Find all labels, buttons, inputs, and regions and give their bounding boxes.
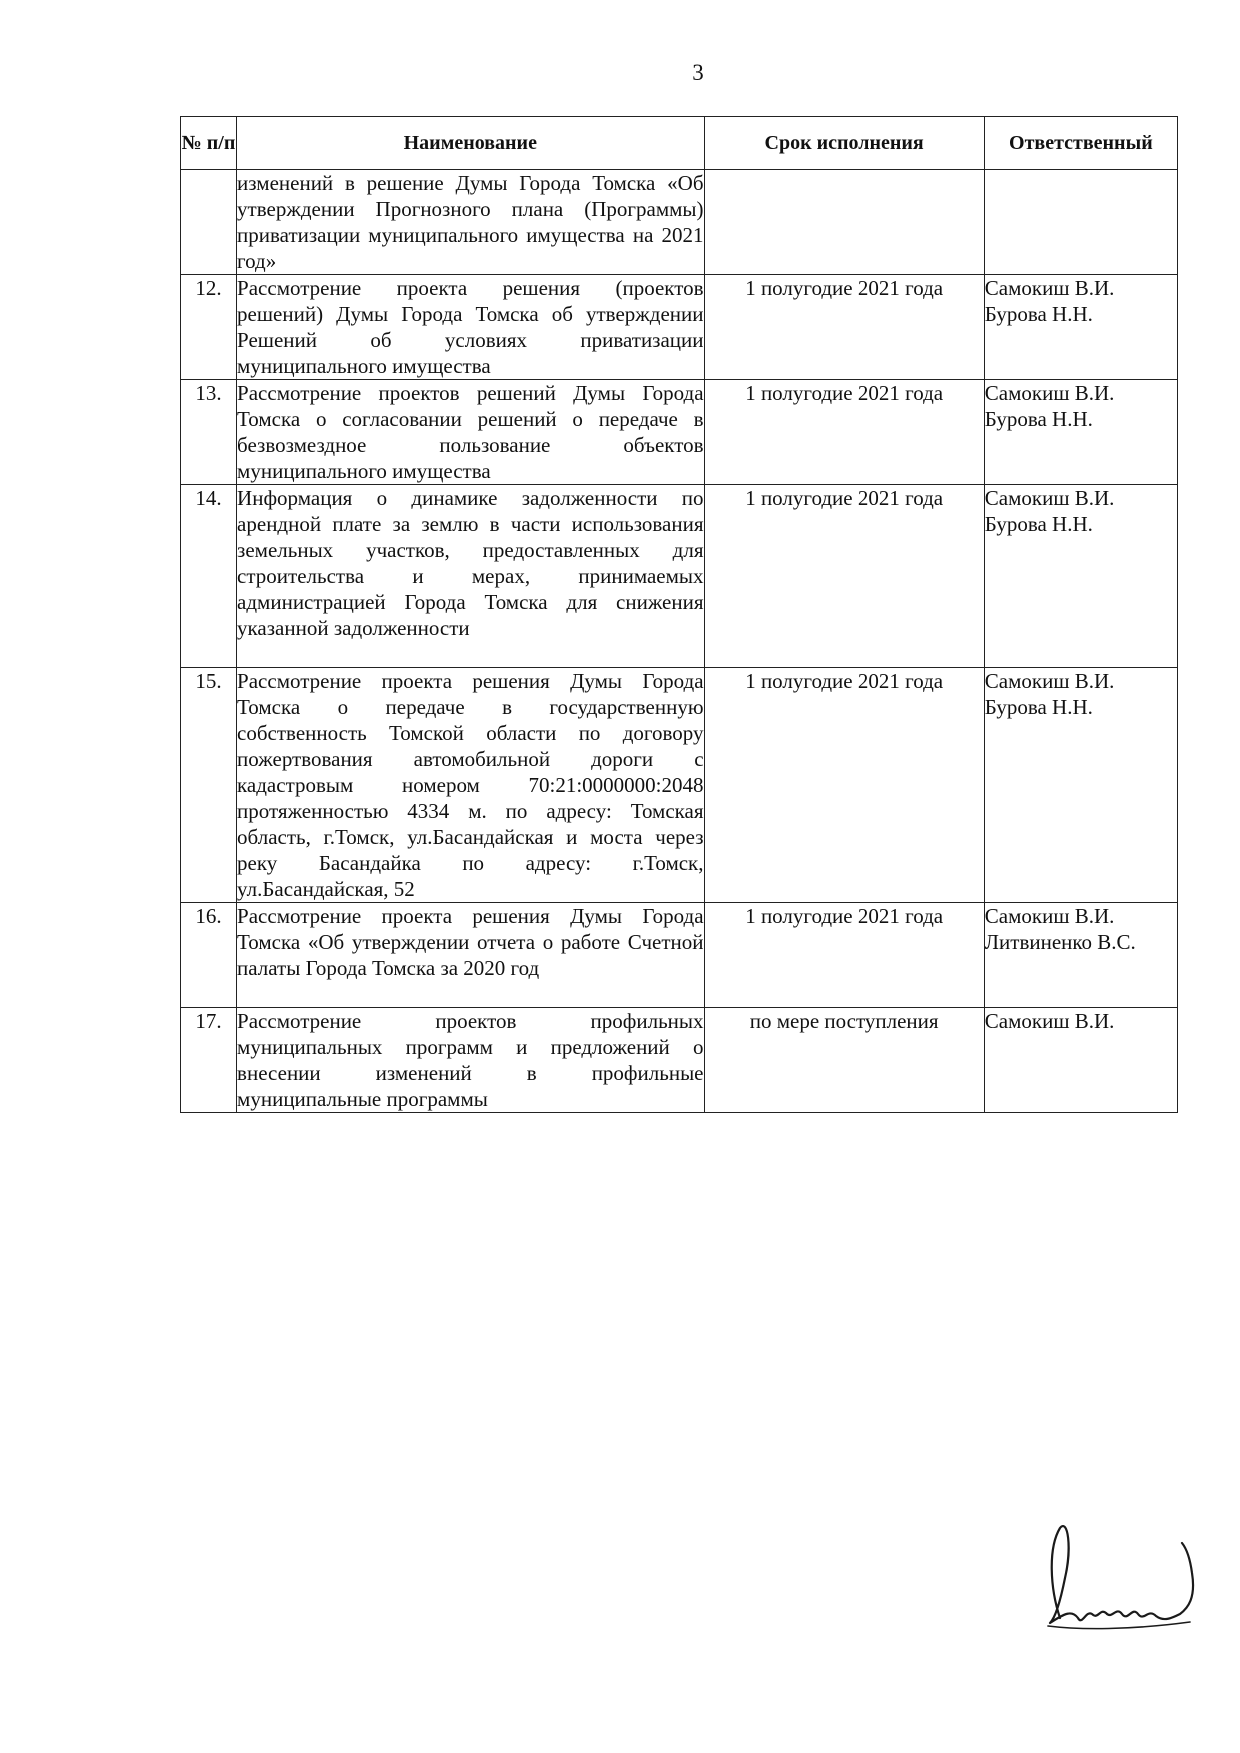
responsible-person: Бурова Н.Н. bbox=[984, 695, 1093, 719]
row-name: Рассмотрение проекта решения Думы Города Томска «Об утверждении отчета о работе Счетной палаты Города Томска за 2020 год bbox=[237, 903, 704, 1008]
responsible-person: Самокиш В.И. bbox=[984, 486, 1115, 510]
page-number: 3 bbox=[692, 60, 704, 85]
row-name: изменений в решение Думы Города Томска «Об утверждении Прогнозного плана (Программы) приватизации муниципального имущества на 2021 год» bbox=[237, 171, 704, 273]
table-row-17 bbox=[181, 1008, 1178, 1113]
table-row-15 bbox=[181, 668, 1178, 903]
row-name: Рассмотрение проектов решений Думы Города Томска о согласовании решений о передаче в безвозмездное пользование объектов муниципального имущества bbox=[237, 381, 704, 483]
responsible-person: Самокиш В.И. bbox=[984, 1009, 1115, 1033]
row-num bbox=[181, 170, 237, 275]
responsible-person: Самокиш В.И. bbox=[984, 381, 1115, 405]
row-num: 13. bbox=[181, 380, 237, 485]
table-header-row bbox=[181, 117, 1178, 170]
responsible-person: Бурова Н.Н. bbox=[984, 512, 1093, 536]
table-row-continuation bbox=[181, 170, 1178, 275]
row-term: 1 полугодие 2021 года bbox=[704, 275, 984, 380]
handwritten-signature bbox=[1020, 1518, 1220, 1638]
responsible-person: Самокиш В.И. bbox=[984, 904, 1115, 928]
row-responsible bbox=[984, 903, 1177, 1008]
plan-table bbox=[180, 116, 1178, 1113]
header-num: № п/п bbox=[181, 117, 237, 170]
row-num: 12. bbox=[181, 275, 237, 380]
row-num: 17. bbox=[181, 1008, 237, 1113]
row-num: 14. bbox=[181, 485, 237, 668]
table-row-13 bbox=[181, 380, 1178, 485]
row-term: 1 полугодие 2021 года bbox=[704, 668, 984, 903]
header-responsible: Ответственный bbox=[984, 117, 1177, 170]
row-responsible bbox=[984, 275, 1177, 380]
table-row-14 bbox=[181, 485, 1178, 668]
row-responsible bbox=[984, 380, 1177, 485]
table-row-16 bbox=[181, 903, 1178, 1008]
row-responsible bbox=[984, 170, 1177, 275]
row-num: 15. bbox=[181, 668, 237, 903]
row-term: по мере поступления bbox=[704, 1008, 984, 1113]
responsible-person: Литвиненко В.С. bbox=[984, 930, 1136, 954]
row-name: Информация о динамике задолженности по арендной плате за землю в части использования земельных участков, предоставленных для строительства и мерах, принимаемых администрацией Города Томска для снижения указанной задолженности bbox=[237, 485, 704, 668]
row-name: Рассмотрение проекта решения (проектов решений) Думы Города Томска об утверждении Решений об условиях приватизации муниципального имущества bbox=[237, 276, 704, 378]
header-name: Наименование bbox=[237, 117, 704, 170]
row-term bbox=[704, 170, 984, 275]
row-responsible bbox=[984, 668, 1177, 903]
row-name: Рассмотрение проектов профильных муниципальных программ и предложений о внесении изменений в профильные муниципальные программы bbox=[237, 1009, 704, 1111]
header-term: Срок исполнения bbox=[704, 117, 984, 170]
responsible-person: Самокиш В.И. bbox=[984, 276, 1115, 300]
row-term: 1 полугодие 2021 года bbox=[704, 903, 984, 1008]
row-responsible bbox=[984, 485, 1177, 668]
responsible-person: Бурова Н.Н. bbox=[984, 302, 1093, 326]
row-term: 1 полугодие 2021 года bbox=[704, 485, 984, 668]
row-name: Рассмотрение проекта решения Думы Города Томска о передаче в государственную собственность Томской области по договору пожертвования автомобильной дороги с кадастровым номером 70:21:0000000:2048 протяженностью 4334 м. по адресу: Томская область, г.Томск, ул.Басандайская и моста через реку Басандайка по адресу: г.Томск, ул.Басандайская, 52 bbox=[237, 669, 704, 901]
table-row-12 bbox=[181, 275, 1178, 380]
row-responsible bbox=[984, 1008, 1177, 1113]
signature-loop bbox=[1048, 1622, 1190, 1629]
row-num: 16. bbox=[181, 903, 237, 1008]
row-term: 1 полугодие 2021 года bbox=[704, 380, 984, 485]
responsible-person: Бурова Н.Н. bbox=[984, 407, 1093, 431]
responsible-person: Самокиш В.И. bbox=[984, 669, 1115, 693]
signature-stroke bbox=[1050, 1526, 1193, 1623]
